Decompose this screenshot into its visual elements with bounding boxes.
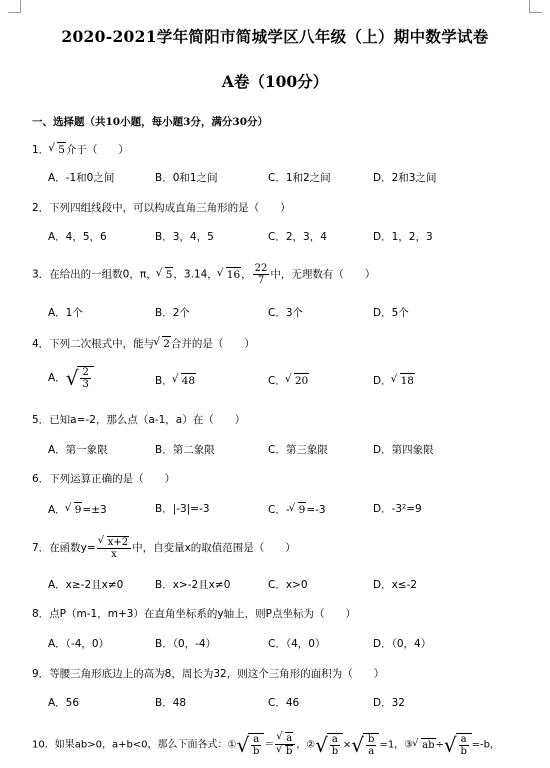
question-text: 合并的是（ ） — [170, 338, 255, 350]
option-label: D． — [373, 375, 392, 387]
q5-option-c[interactable]: C．第三象限 — [268, 444, 328, 456]
q7-option-b[interactable]: B．x>-2且x≠0 — [155, 579, 231, 591]
question-text: 中，无理数有（ ） — [270, 268, 376, 281]
page-title: 2020-2021学年简阳市简城学区八年级（上）期中数学试卷 — [61, 27, 489, 46]
sqrt-radicand: 2 — [163, 338, 170, 350]
q1-option-c[interactable]: C．1和2之间 — [268, 172, 331, 184]
fraction-denominator: 7 — [257, 275, 265, 286]
q1-option-d[interactable]: D．2和3之间 — [373, 172, 437, 184]
sqrt-radicand: a — [286, 733, 293, 744]
question-text: 介于（ ） — [65, 144, 129, 156]
question-1 — [32, 142, 129, 157]
fraction-numerator: a — [460, 733, 467, 745]
q8-option-b[interactable]: B．（0，-4） — [155, 638, 217, 650]
q4-option-b[interactable] — [155, 373, 196, 388]
q2-option-c[interactable]: C．2，3，4 — [268, 231, 327, 243]
q2-option-b[interactable]: B．3，4，5 — [155, 231, 214, 243]
fraction-denominator: b — [253, 745, 260, 757]
sqrt-symbol: √ — [236, 732, 250, 757]
question-text: =1，③ — [379, 739, 414, 751]
sqrt-expression — [66, 366, 94, 390]
question-text: 等腰三角形底边上的高为8，周长为32，则这个三角形的面积为（ ） — [49, 668, 385, 680]
q5-option-d[interactable]: D．第四象限 — [373, 444, 434, 456]
sqrt-radicand: 9 — [298, 504, 306, 516]
fraction-numerator: a — [331, 733, 338, 745]
sqrt-expression — [286, 373, 309, 388]
question-number: 3． — [32, 268, 50, 281]
sqrt-radicand: ab — [422, 739, 435, 751]
question-number: 9． — [32, 668, 50, 680]
sqrt-symbol: √ — [315, 732, 328, 757]
sqrt-radicand: 20 — [294, 375, 309, 387]
q7-option-a[interactable]: A．x≥-2且x≠0 — [48, 579, 124, 591]
q4-option-c[interactable] — [268, 373, 309, 388]
fraction-numerator: 2 — [82, 367, 89, 378]
fraction-denominator: b — [460, 745, 467, 757]
question-7 — [32, 536, 296, 560]
question-number: 10． — [32, 739, 55, 751]
fraction — [80, 367, 90, 390]
q2-option-a[interactable]: A．4，5，6 — [48, 231, 107, 243]
corner-mark-right — [529, 0, 542, 13]
sqrt-expression — [173, 373, 196, 388]
sqrt-expression — [351, 733, 379, 757]
q9-option-d[interactable]: D．32 — [373, 697, 405, 709]
option-label: A． — [48, 504, 66, 516]
sqrt-expression — [392, 373, 415, 388]
question-text: 已知a=-2，那么点（a-1，a）在（ ） — [49, 414, 246, 426]
question-5 — [32, 413, 245, 427]
question-6 — [32, 472, 175, 486]
question-text: 下列运算正确的是（ ） — [49, 473, 176, 485]
question-number: 7． — [32, 542, 50, 554]
question-number: 6． — [32, 473, 50, 485]
fraction — [251, 734, 261, 757]
sqrt-expression — [237, 733, 265, 757]
q9-option-a[interactable]: A．56 — [48, 697, 80, 709]
fraction — [330, 734, 340, 757]
sqrt-expression — [290, 502, 307, 517]
sqrt-expression — [49, 142, 66, 157]
option-label: C． — [268, 375, 286, 387]
sqrt-expression — [99, 536, 129, 548]
fraction — [253, 263, 270, 286]
question-number: 1． — [32, 144, 50, 156]
fraction — [97, 536, 131, 560]
fraction-denominator — [277, 745, 293, 757]
question-text: 在给出的一组数0，π， — [49, 268, 157, 281]
question-text: =-b， — [471, 739, 500, 751]
question-text: 在函数y= — [49, 542, 96, 554]
option-label: B． — [155, 375, 173, 387]
sqrt-radicand: 9 — [74, 504, 82, 516]
q5-option-b[interactable]: B．第二象限 — [155, 444, 215, 456]
fraction-numerator: a — [253, 733, 260, 745]
sqrt-radicand: x+2 — [107, 537, 129, 548]
q9-option-c[interactable]: C．46 — [268, 697, 300, 709]
q8-option-d[interactable]: D．（0，4） — [373, 638, 432, 650]
fraction — [275, 732, 295, 757]
question-text: ÷ — [435, 739, 444, 751]
question-8 — [32, 607, 356, 621]
question-4 — [32, 336, 255, 351]
fraction-numerator: b — [368, 733, 375, 745]
fraction-denominator: 3 — [82, 379, 89, 390]
q4-option-a[interactable] — [48, 366, 94, 390]
question-text: 下列四组线段中，可以构成直角三角形的是（ ） — [49, 202, 291, 214]
question-number: 5． — [32, 414, 50, 426]
sqrt-radicand: b — [286, 746, 293, 757]
q8-option-c[interactable]: C．（4，0） — [268, 638, 326, 650]
question-text: 下列二次根式中，能与 — [49, 338, 155, 350]
question-text: ，② — [296, 739, 316, 751]
question-10 — [32, 732, 500, 757]
fraction-denominator: a — [368, 745, 375, 757]
sqrt-expression — [218, 267, 241, 282]
question-2 — [32, 201, 291, 215]
question-text: ，3.14， — [173, 268, 218, 281]
q7-option-d[interactable]: D．x≤-2 — [373, 579, 418, 591]
q6-option-d[interactable]: D．-3²=9 — [373, 503, 422, 515]
q7-option-c[interactable]: C．x>0 — [268, 579, 308, 591]
option-label: A． — [48, 372, 66, 384]
q3-option-a[interactable]: A．1个 — [48, 307, 83, 319]
sqrt-expression — [66, 502, 83, 517]
q6-option-a[interactable] — [48, 502, 107, 517]
question-text: 中，自变量x的取值范围是（ ） — [132, 542, 296, 554]
question-number: 4． — [32, 338, 50, 350]
question-text: ＝ — [264, 739, 275, 751]
q1-option-b[interactable]: B．0和1之间 — [155, 172, 218, 184]
question-text: 点P（m-1，m+3）在直角坐标系的y轴上，则P点坐标为（ ） — [49, 608, 356, 620]
sqrt-expression — [154, 336, 171, 351]
q3-option-d[interactable]: D．5个 — [373, 307, 409, 319]
sqrt-symbol: √ — [65, 366, 79, 390]
q4-option-d[interactable] — [373, 373, 415, 388]
q8-option-a[interactable]: A．（-4，0） — [48, 638, 110, 650]
fraction-numerator: 22 — [254, 263, 268, 274]
q6-option-b[interactable]: B．|-3|=-3 — [155, 503, 210, 515]
q9-option-b[interactable]: B．48 — [155, 697, 187, 709]
section-heading: 一、选择题（共10小题，每小题3分，满分30分） — [32, 116, 269, 128]
fraction-denominator: b — [331, 745, 339, 757]
fraction-denominator: x — [111, 549, 117, 560]
fraction — [459, 734, 469, 757]
question-3 — [32, 263, 375, 286]
question-9 — [32, 667, 384, 681]
question-text: × — [342, 739, 352, 751]
corner-mark-left — [8, 0, 21, 13]
sqrt-expression — [413, 738, 435, 753]
sqrt-radicand: 5 — [165, 268, 173, 281]
sqrt-expression — [315, 733, 343, 757]
sqrt-radicand: 48 — [181, 375, 196, 387]
question-number: 8． — [32, 608, 50, 620]
sqrt-radicand: 18 — [400, 375, 414, 387]
q1-option-a[interactable]: A．-1和0之间 — [48, 172, 115, 184]
question-number: 2． — [32, 202, 50, 214]
q6-option-c[interactable] — [268, 502, 326, 517]
sqrt-symbol: √ — [443, 732, 457, 757]
q5-option-a[interactable]: A．第一象限 — [48, 444, 108, 456]
question-text: 如果ab>0，a+b<0，那么下面各式：① — [54, 739, 237, 751]
fraction — [366, 734, 376, 757]
sqrt-expression — [277, 732, 293, 744]
option-label: C．- — [268, 504, 290, 516]
q3-option-c[interactable]: C．3个 — [268, 307, 304, 319]
sqrt-symbol: √ — [351, 732, 365, 757]
fraction-numerator — [97, 536, 131, 549]
option-text: =-3 — [306, 504, 326, 516]
sqrt-radicand: 16 — [226, 268, 241, 281]
sqrt-radicand: 5 — [58, 144, 65, 156]
sqrt-expression — [157, 267, 174, 282]
page-subtitle: A卷（100分） — [221, 72, 329, 91]
q3-option-b[interactable]: B．2个 — [155, 307, 190, 319]
sqrt-expression — [444, 733, 472, 757]
option-text: =±3 — [82, 504, 107, 516]
question-text: ， — [241, 268, 252, 281]
q2-option-d[interactable]: D．1，2，3 — [373, 231, 433, 243]
sqrt-expression — [277, 745, 293, 757]
